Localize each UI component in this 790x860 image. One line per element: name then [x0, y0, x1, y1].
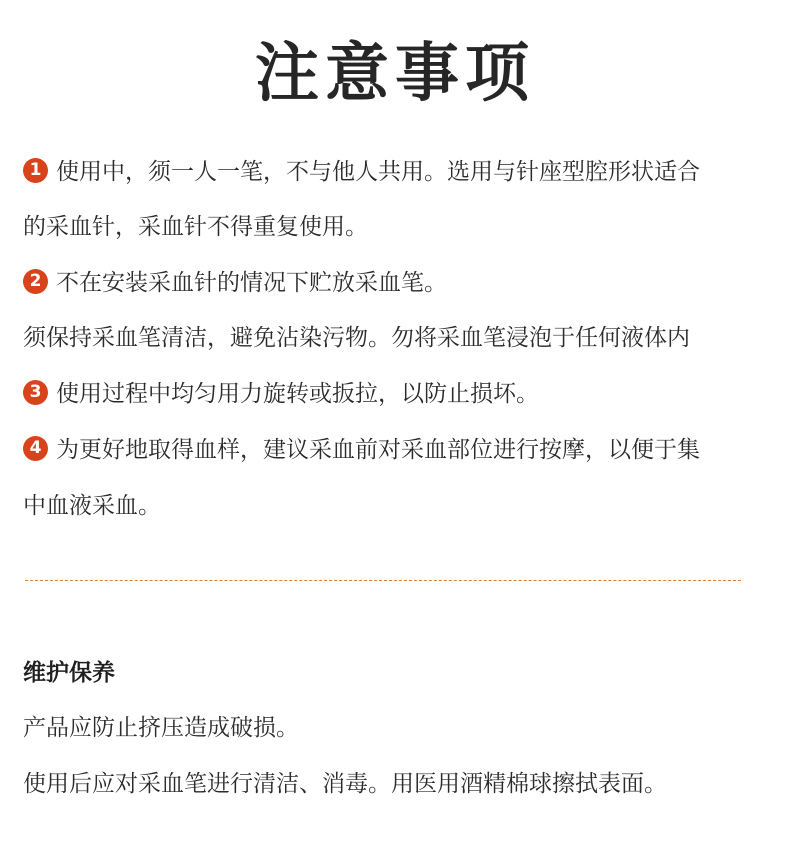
note-text: 使用中，须一人一笔，不与他人共用。选用与针座型腔形状适合 [56, 159, 700, 185]
note-3-line-1 [23, 379, 539, 409]
note-text: 的采血针，采血针不得重复使用。 [23, 214, 368, 240]
note-text: 须保持采血笔清洁，避免沾染污物。勿将采血笔浸泡于任何液体内 [23, 325, 690, 351]
maintenance-line-2 [23, 769, 667, 799]
number-badge-icon: 1 [23, 158, 48, 183]
number-badge-icon: 4 [23, 436, 48, 461]
maintenance-text: 使用后应对采血笔进行清洁、消毒。用医用酒精棉球擦拭表面。 [23, 771, 667, 797]
maintenance-heading: 维护保养 [23, 660, 115, 686]
note-text: 中血液采血。 [23, 493, 161, 519]
dashed-divider [25, 580, 741, 581]
note-4-line-2 [23, 491, 161, 521]
page-title: 注意事项 [255, 37, 535, 111]
note-1-line-1 [23, 157, 700, 187]
maintenance-text: 产品应防止挤压造成破损。 [23, 715, 299, 741]
number-badge-icon: 2 [23, 269, 48, 294]
note-4-line-1 [23, 435, 700, 465]
note-text: 不在安装采血针的情况下贮放采血笔。 [56, 270, 447, 296]
number-badge-icon: 3 [23, 380, 48, 405]
note-text: 为更好地取得血样，建议采血前对采血部位进行按摩，以便于集 [56, 437, 700, 463]
maintenance-line-1 [23, 713, 299, 743]
note-text: 使用过程中均匀用力旋转或扳拉，以防止损坏。 [56, 381, 539, 407]
note-1-line-2 [23, 212, 368, 242]
note-2-line-2 [23, 323, 690, 353]
note-2-line-1 [23, 268, 447, 298]
